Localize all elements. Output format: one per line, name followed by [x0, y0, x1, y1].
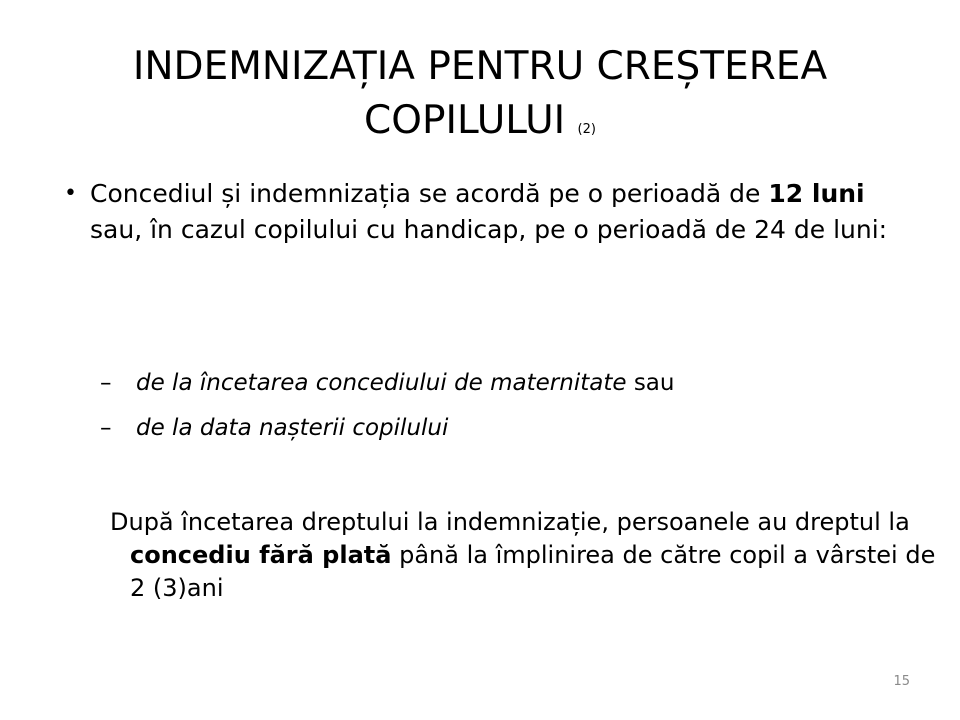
- sub-item-2: [100, 413, 896, 443]
- bullet-dot-icon: •: [64, 181, 77, 206]
- slide-title: [40, 40, 920, 157]
- after-text-part1: După încetarea dreptului la indemnizație, persoanele au dreptul la: [110, 508, 910, 536]
- dash-icon: –: [100, 370, 112, 396]
- after-paragraph: [110, 506, 940, 605]
- bullet-paragraph: [64, 176, 890, 248]
- bullet-text-part2: sau, în cazul copilului cu handicap, pe o perioadă de 24 de luni:: [90, 215, 888, 244]
- sub-item-1-plain: sau: [626, 370, 675, 396]
- dash-icon: –: [100, 415, 112, 441]
- after-text-bold: concediu fără plată: [130, 541, 392, 569]
- slide-title-text: INDEMNIZAȚIA PENTRU CREȘTEREA COPILULUI: [132, 44, 828, 143]
- sub-item-1: [100, 368, 896, 398]
- sub-item-2-italic: de la data nașterii copilului: [136, 415, 449, 441]
- bullet-text-bold: 12 luni: [768, 179, 865, 208]
- page-number: 15: [893, 674, 910, 689]
- sub-item-1-italic: de la încetarea concediului de maternitate: [136, 370, 627, 396]
- after-text-part2: până la împlinirea de către copil a vârstei de 2 (3)ani: [130, 541, 936, 602]
- slide-title-suffix: (2): [577, 122, 596, 137]
- bullet-text-part1: Concediul și indemnizația se acordă pe o perioadă de: [90, 179, 769, 208]
